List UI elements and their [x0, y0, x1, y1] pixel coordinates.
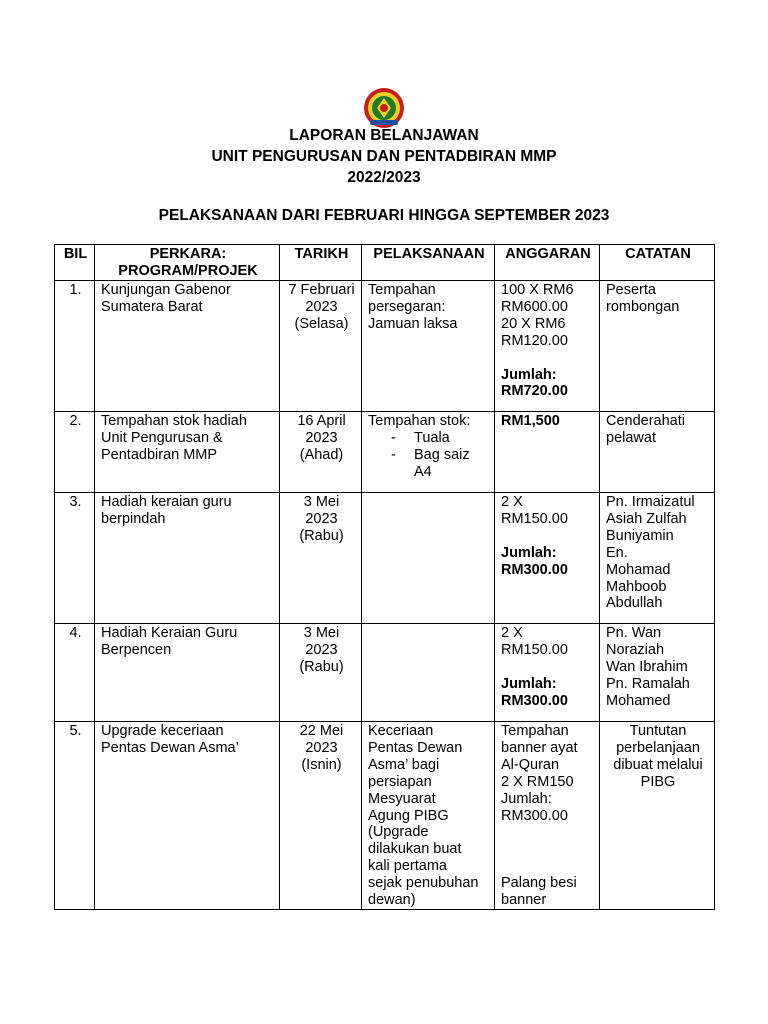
- report-year: 2022/2023: [347, 169, 421, 186]
- cell-anggaran: Tempahan banner ayat Al-Quran 2 X RM150 Jumlah: RM300.00 Palang besi banner: [495, 722, 600, 910]
- total-label: Jumlah:: [501, 675, 557, 692]
- cell-perkara: Kunjungan Gabenor Sumatera Barat: [95, 281, 280, 412]
- stock-item-list: [368, 430, 490, 481]
- cell-catatan: Peserta rombongan: [600, 281, 715, 412]
- total-label: Jumlah:: [501, 366, 557, 383]
- cell-bil: 1.: [55, 281, 95, 412]
- total-value: RM720.00: [501, 383, 568, 400]
- header-catatan: CATATAN: [600, 245, 715, 281]
- cell-perkara: Upgrade keceriaan Pentas Dewan Asma’: [95, 722, 280, 910]
- cell-pelaksanaan: Tempahan persegaran: Jamuan laksa: [362, 281, 495, 412]
- report-title: LAPORAN BELANJAWAN: [289, 127, 479, 144]
- table-row: [55, 412, 715, 493]
- header-pelaksanaan: PELAKSANAAN: [362, 245, 495, 281]
- cell-catatan: Pn. Irmaizatul Asiah Zulfah Buniyamin En. Mohamad Mahboob Abdullah: [600, 493, 715, 624]
- table-row: [55, 722, 715, 910]
- cell-bil: 2.: [55, 412, 95, 493]
- cell-bil: 3.: [55, 493, 95, 624]
- list-item: - Bag saiz A4: [368, 447, 490, 481]
- cell-perkara: Tempahan stok hadiah Unit Pengurusan & Pentadbiran MMP: [95, 412, 280, 493]
- header-anggaran: ANGGARAN: [495, 245, 600, 281]
- report-subtitle: PELAKSANAAN DARI FEBRUARI HINGGA SEPTEMBER 2023: [158, 207, 610, 224]
- cell-anggaran: 2 X RM150.00 Jumlah: RM300.00: [495, 624, 600, 722]
- cell-tarikh: 3 Mei 2023 (Rabu): [280, 493, 362, 624]
- cell-anggaran: [495, 412, 600, 493]
- header-perkara: PERKARA: PROGRAM/PROJEK: [95, 245, 280, 281]
- total-value: RM300.00: [501, 561, 568, 578]
- cell-pelaksanaan: Tempahan stok: - Tuala - Bag saiz A4: [362, 412, 495, 493]
- list-item: - Tuala: [368, 430, 490, 447]
- cell-catatan: Pn. Wan Noraziah Wan Ibrahim Pn. Ramalah Mohamed: [600, 624, 715, 722]
- cell-tarikh: 7 Februari 2023 (Selasa): [280, 281, 362, 412]
- header-bil: BIL: [55, 245, 95, 281]
- unit-title: UNIT PENGURUSAN DAN PENTADBIRAN MMP: [211, 148, 557, 165]
- header-tarikh: TARIKH: [280, 245, 362, 281]
- table-row: [55, 281, 715, 412]
- table-header-row: [55, 245, 715, 281]
- cell-catatan: Cenderahati pelawat: [600, 412, 715, 493]
- cell-pelaksanaan: Keceriaan Pentas Dewan Asma’ bagi persiapan Mesyuarat Agung PIBG (Upgrade dilakukan buat kali pertama sejak penubuhan dewan): [362, 722, 495, 910]
- cell-tarikh: 3 Mei 2023 (Rabu): [280, 624, 362, 722]
- cell-tarikh: 22 Mei 2023 (Isnin): [280, 722, 362, 910]
- cell-perkara: Hadiah Keraian Guru Berpencen: [95, 624, 280, 722]
- table-row: [55, 493, 715, 624]
- cell-bil: 5.: [55, 722, 95, 910]
- cell-perkara: Hadiah keraian guru berpindah: [95, 493, 280, 624]
- cell-bil: 4.: [55, 624, 95, 722]
- budget-table: [54, 244, 715, 910]
- total-label: Jumlah:: [501, 544, 557, 561]
- school-crest-icon: [362, 86, 406, 130]
- cell-anggaran: 2 X RM150.00 Jumlah: RM300.00: [495, 493, 600, 624]
- cell-pelaksanaan: [362, 624, 495, 722]
- cell-pelaksanaan: [362, 493, 495, 624]
- cell-catatan: Tuntutan perbelanjaan dibuat melalui PIBG: [600, 722, 715, 910]
- table-row: [55, 624, 715, 722]
- total-value: RM1,500: [501, 413, 560, 429]
- cell-tarikh: 16 April 2023 (Ahad): [280, 412, 362, 493]
- cell-anggaran: 100 X RM6 RM600.00 20 X RM6 RM120.00 Jumlah: RM720.00: [495, 281, 600, 412]
- total-value: RM300.00: [501, 692, 568, 709]
